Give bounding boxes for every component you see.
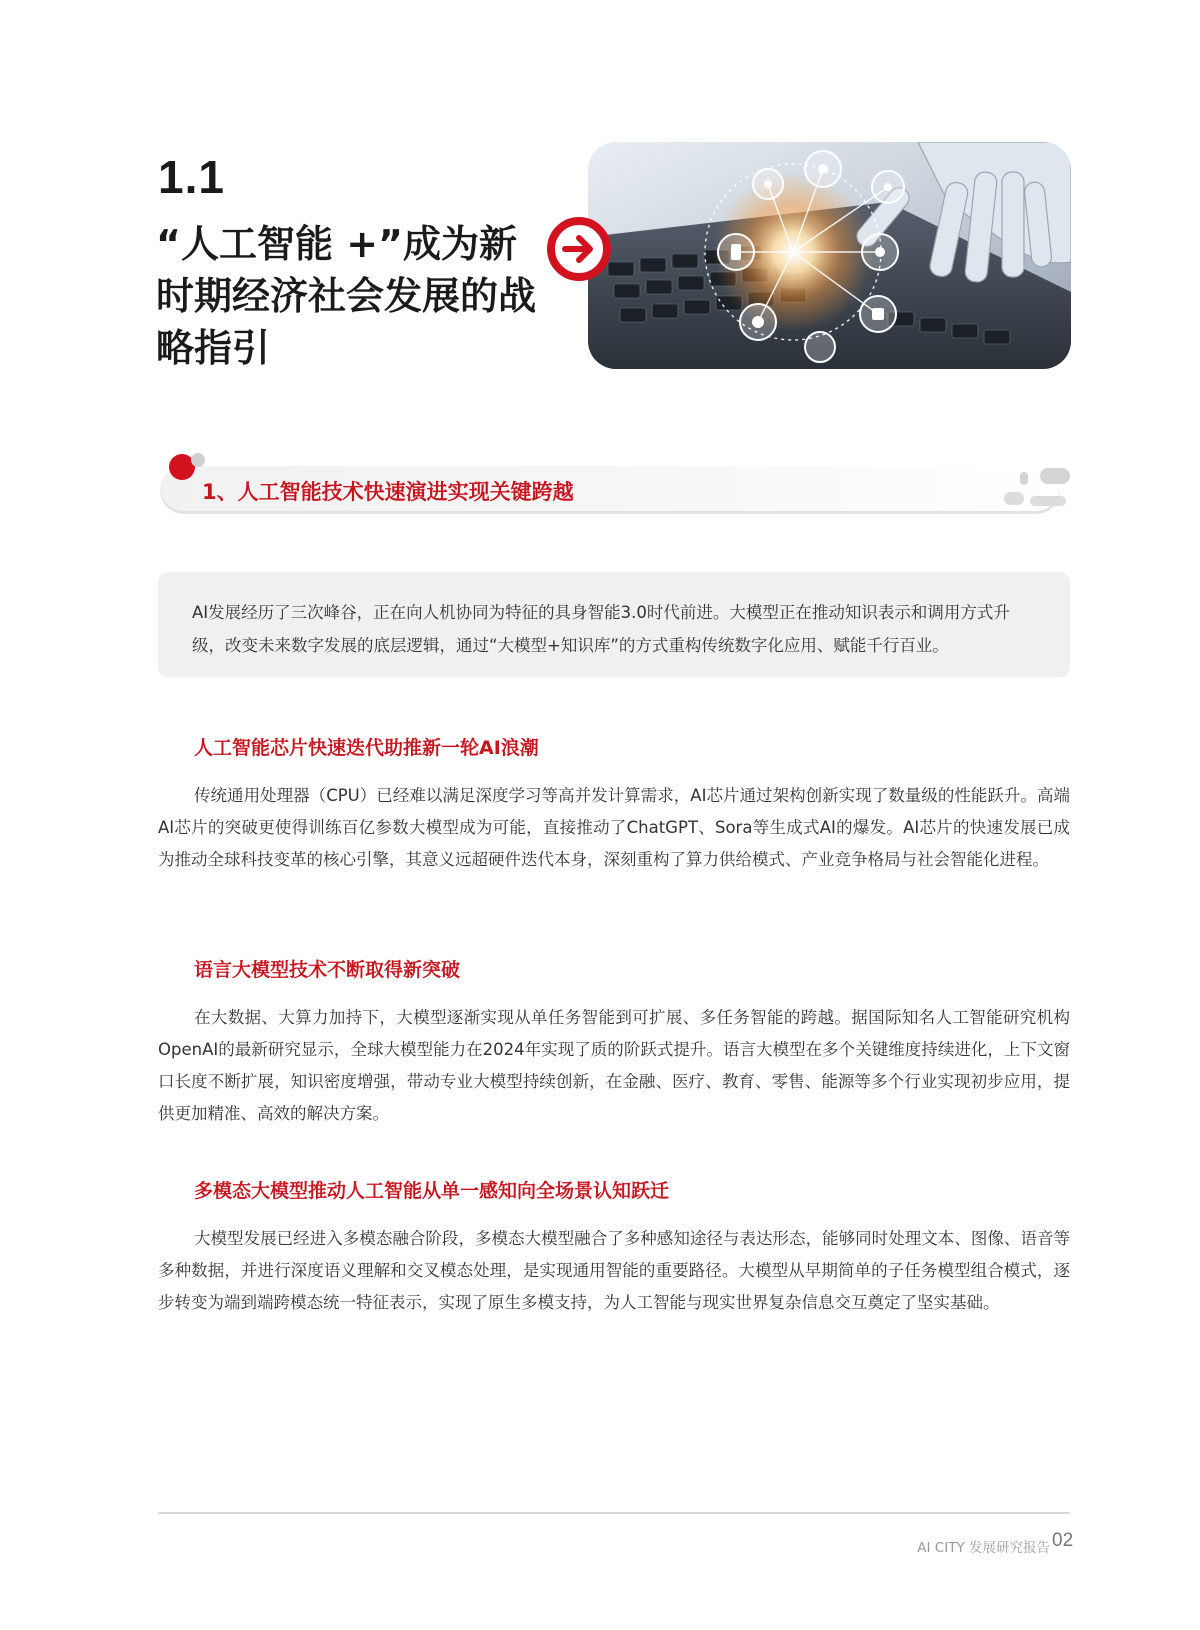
paragraph-multimodal: 大模型发展已经进入多模态融合阶段，多模态大模型融合了多种感知途径与表达形态，能够同时处理文本、图像、语音等多种数据，并进行深度语义理解和交叉模态处理，是实现通用智能的重要路径。大模型从早期简单的子任务模型组合模式，逐步转变为端到端跨模态统一特征表示，实现了原生多模支持，为人工智能与现实世界复杂信息交互奠定了坚实基础。	[158, 1229, 1070, 1312]
summary-box: AI发展经历了三次峰谷，正在向人机协同为特征的具身智能3.0时代前进。大模型正在推动知识表示和调用方式升级，改变未来数字发展的底层逻辑，通过“大模型+知识库”的方式重构传统数字化应用、赋能千行百业。	[158, 572, 1070, 677]
sub-heading-multimodal: 多模态大模型推动人工智能从单一感知向全场景认知跃迁	[194, 1180, 670, 1202]
footer-divider	[158, 1512, 1070, 1514]
hero-image	[588, 142, 1071, 369]
sub-heading-ai-chips: 人工智能芯片快速迭代助推新一轮AI浪潮	[194, 737, 539, 759]
page-number: 02	[1052, 1530, 1074, 1551]
section-title: 1、人工智能技术快速演进实现关键跨越	[202, 480, 574, 504]
section-banner	[160, 466, 1060, 514]
sub-heading-language-models: 语言大模型技术不断取得新突破	[194, 959, 461, 981]
decorative-pill	[1040, 468, 1070, 484]
paragraph-ai-chips: 传统通用处理器（CPU）已经难以满足深度学习等高并发计算需求，AI芯片通过架构创新实现了数量级的性能跃升。高端AI芯片的突破更使得训练百亿参数大模型成为可能，直接推动了ChatGPT、Sora等生成式AI的爆发。AI芯片的快速发展已成为推动全球科技变革的核心引擎，其意义远超硬件迭代本身，深刻重构了算力供给模式、产业竞争格局与社会智能化进程。	[158, 786, 1070, 869]
chapter-number: 1.1	[158, 151, 225, 203]
decorative-pill	[1020, 472, 1028, 485]
arrow-right-icon	[547, 217, 611, 281]
chapter-title: “人工智能 +”成为新时期经济社会发展的战略指引	[156, 222, 537, 370]
grey-dot-icon	[191, 453, 205, 467]
decorative-pill	[1004, 492, 1024, 505]
decorative-pill	[1030, 496, 1066, 506]
paragraph-language-models: 在大数据、大算力加持下，大模型逐渐实现从单任务智能到可扩展、多任务智能的跨越。据国际知名人工智能研究机构OpenAI的最新研究显示，全球大模型能力在2024年实现了质的阶跃式提升。语言大模型在多个关键维度持续进化，上下文窗口长度不断扩展，知识密度增强，带动专业大模型持续创新，在金融、医疗、教育、零售、能源等多个行业实现初步应用，提供更加精准、高效的解决方案。	[158, 1008, 1070, 1123]
footer-report-name: AI CITY 发展研究报告	[917, 1540, 1050, 1556]
